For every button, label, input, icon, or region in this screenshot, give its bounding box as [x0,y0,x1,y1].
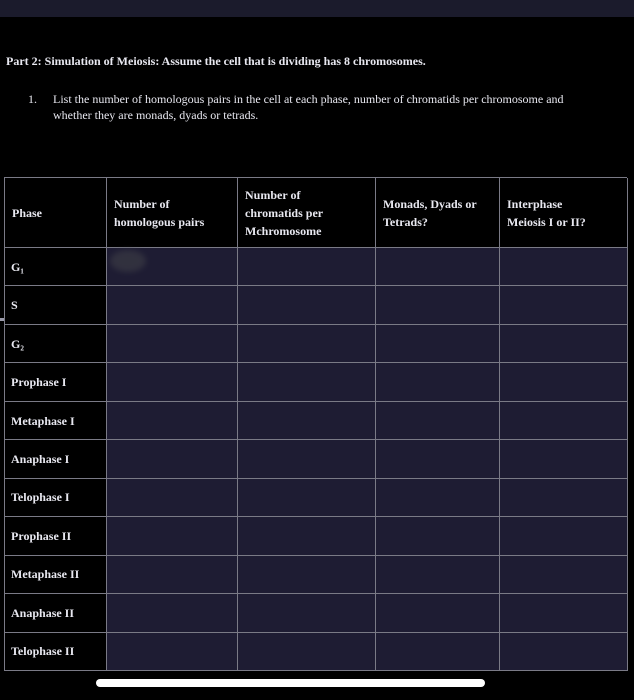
phase-label: S [11,298,18,313]
answer-cell[interactable] [500,325,628,363]
phase-cell [5,633,107,671]
answer-cell[interactable] [376,633,500,671]
answer-cell[interactable] [376,517,500,555]
answer-cell[interactable] [500,517,628,555]
section-heading: Part 2: Simulation of Meiosis: Assume the cell that is dividing has 8 chromosomes. [6,54,426,68]
answer-cell[interactable] [500,286,628,324]
header-int-line1: Interphase [507,196,563,211]
answer-cell[interactable] [376,286,500,324]
answer-cell[interactable] [376,479,500,517]
answer-cell[interactable] [238,633,376,671]
answer-cell[interactable] [107,633,238,671]
header-mdt-line1: Monads, Dyads or [383,196,477,211]
phase-label: G₂ [11,336,24,351]
phase-cell [5,363,107,401]
answer-cell[interactable] [500,440,628,478]
phase-label: Telophase II [11,644,75,659]
answer-cell[interactable] [238,440,376,478]
answer-cell[interactable] [238,325,376,363]
answer-cell[interactable] [107,363,238,401]
phase-cell [5,517,107,555]
header-chrom-line3: Mchromosome [245,223,322,238]
header-pairs-line2: homologous pairs [114,214,205,229]
top-bar [0,0,634,17]
phase-label: Metaphase I [11,413,75,428]
phase-cell [5,594,107,632]
answer-cell[interactable] [376,248,500,286]
answer-cell[interactable] [500,633,628,671]
answer-cell[interactable] [238,402,376,440]
header-interphase-meiosis [500,178,628,248]
phase-cell [5,248,107,286]
answer-cell[interactable] [500,402,628,440]
meiosis-table [4,177,627,671]
answer-cell[interactable] [376,594,500,632]
answer-cell[interactable] [107,440,238,478]
smudge-mark [110,250,146,272]
phase-label: Prophase II [11,528,72,543]
answer-cell[interactable] [107,594,238,632]
answer-cell[interactable] [500,594,628,632]
answer-cell[interactable] [107,402,238,440]
answer-cell[interactable] [107,479,238,517]
answer-cell[interactable] [376,363,500,401]
phase-cell [5,325,107,363]
phase-cell [5,286,107,324]
answer-cell[interactable] [107,556,238,594]
phase-label: Telophase I [11,490,70,505]
answer-cell[interactable] [238,286,376,324]
answer-cell[interactable] [500,363,628,401]
answer-cell[interactable] [500,556,628,594]
header-chrom-line1: Number of [245,187,301,202]
answer-cell[interactable] [238,363,376,401]
answer-cell[interactable] [500,248,628,286]
header-int-line2: Meiosis I or II? [507,214,586,229]
phase-label: G₁ [11,259,24,274]
answer-cell[interactable] [238,248,376,286]
home-indicator[interactable] [96,679,485,687]
answer-cell[interactable] [500,479,628,517]
answer-cell[interactable] [238,479,376,517]
phase-label: Anaphase II [11,605,75,620]
question-number: 1. [28,92,37,106]
answer-cell[interactable] [107,286,238,324]
header-homologous-pairs [107,178,238,248]
phase-cell [5,402,107,440]
phase-cell [5,479,107,517]
phase-cell [5,556,107,594]
answer-cell[interactable] [376,556,500,594]
question-text-line2: whether they are monads, dyads or tetrads. [53,108,259,122]
answer-cell[interactable] [376,402,500,440]
header-chromatids [238,178,376,248]
answer-cell[interactable] [238,556,376,594]
answer-cell[interactable] [376,325,500,363]
answer-cell[interactable] [238,594,376,632]
answer-cell[interactable] [107,325,238,363]
header-chrom-line2: chromatids per [245,205,324,220]
phase-cell [5,440,107,478]
phase-label: Prophase I [11,375,67,390]
question-text-line1: List the number of homologous pairs in the cell at each phase, number of chromatids per chromosome and [53,92,564,106]
answer-cell[interactable] [238,517,376,555]
answer-cell[interactable] [107,517,238,555]
header-phase [5,178,107,248]
phase-label: Metaphase II [11,567,80,582]
header-monads-dyads-tetrads [376,178,500,248]
answer-cell[interactable] [376,440,500,478]
header-mdt-line2: Tetrads? [383,214,428,229]
header-phase-label: Phase [12,205,42,220]
header-pairs-line1: Number of [114,196,170,211]
phase-label: Anaphase I [11,451,70,466]
